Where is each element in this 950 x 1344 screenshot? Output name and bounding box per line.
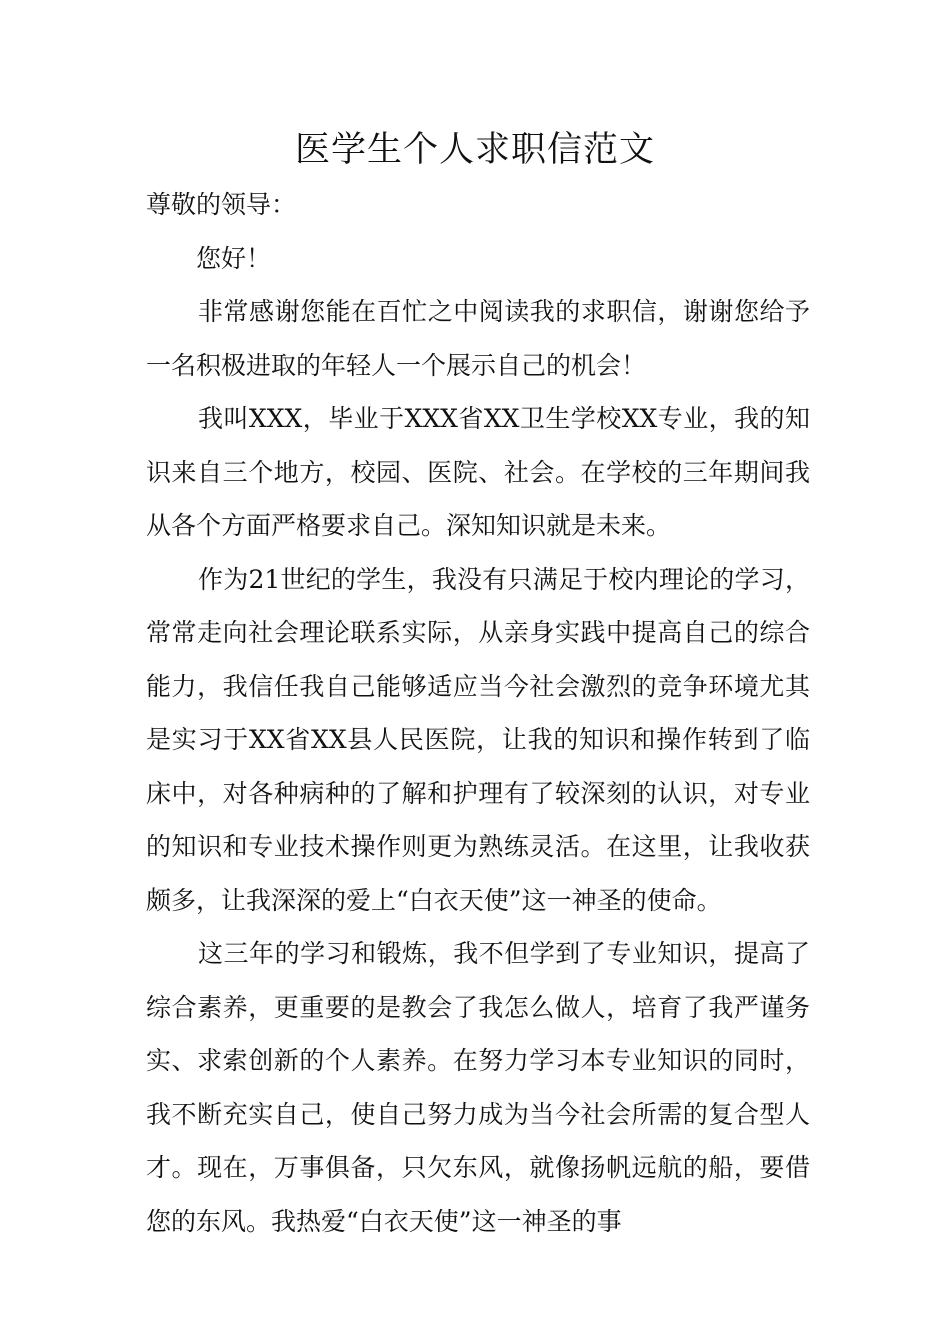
paragraph-thanks: 非常感谢您能在百忙之中阅读我的求职信，谢谢您给予一名积极进取的年轻人一个展示自己的机会！ — [146, 297, 810, 380]
paragraph-introduction: 我叫XXX，毕业于XXX省XX卫生学校XX专业，我的知识来自三个地方，校园、医院、社会。在学校的三年期间我从各个方面严格要求自己。深知知识就是未来。 — [146, 404, 810, 540]
greeting: 您好！ — [196, 243, 272, 273]
letter-body — [146, 178, 810, 1248]
paragraph-growth: 这三年的学习和锻炼，我不但学到了专业知识，提高了综合素养，更重要的是教会了我怎么做人，培育了我严谨务实、求索创新的个人素养。在努力学习本专业知识的同时，我不断充实自己，使自己努力成为当今社会所需的复合型人才。现在，万事俱备，只欠东风，就像扬帆远航的船，要借您的东风。我热爱“白衣天使”这一神圣的事 — [146, 939, 810, 1236]
paragraph-practice: 作为21世纪的学生，我没有只满足于校内理论的学习，常常走向社会理论联系实际，从亲身实践中提高自己的综合能力，我信任我自己能够适应当今社会激烈的竞争环境尤其是实习于XX省XX县人民医院，让我的知识和操作转到了临床中，对各种病种的了解和护理有了较深刻的认识，对专业的知识和专业技术操作则更为熟练灵活。在这里，让我收获颇多，让我深深的爱上“白衣天使”这一神圣的使命。 — [146, 564, 810, 915]
salutation: 尊敬的领导： — [146, 190, 297, 219]
document-title: 医学生个人求职信范文 — [294, 130, 655, 170]
